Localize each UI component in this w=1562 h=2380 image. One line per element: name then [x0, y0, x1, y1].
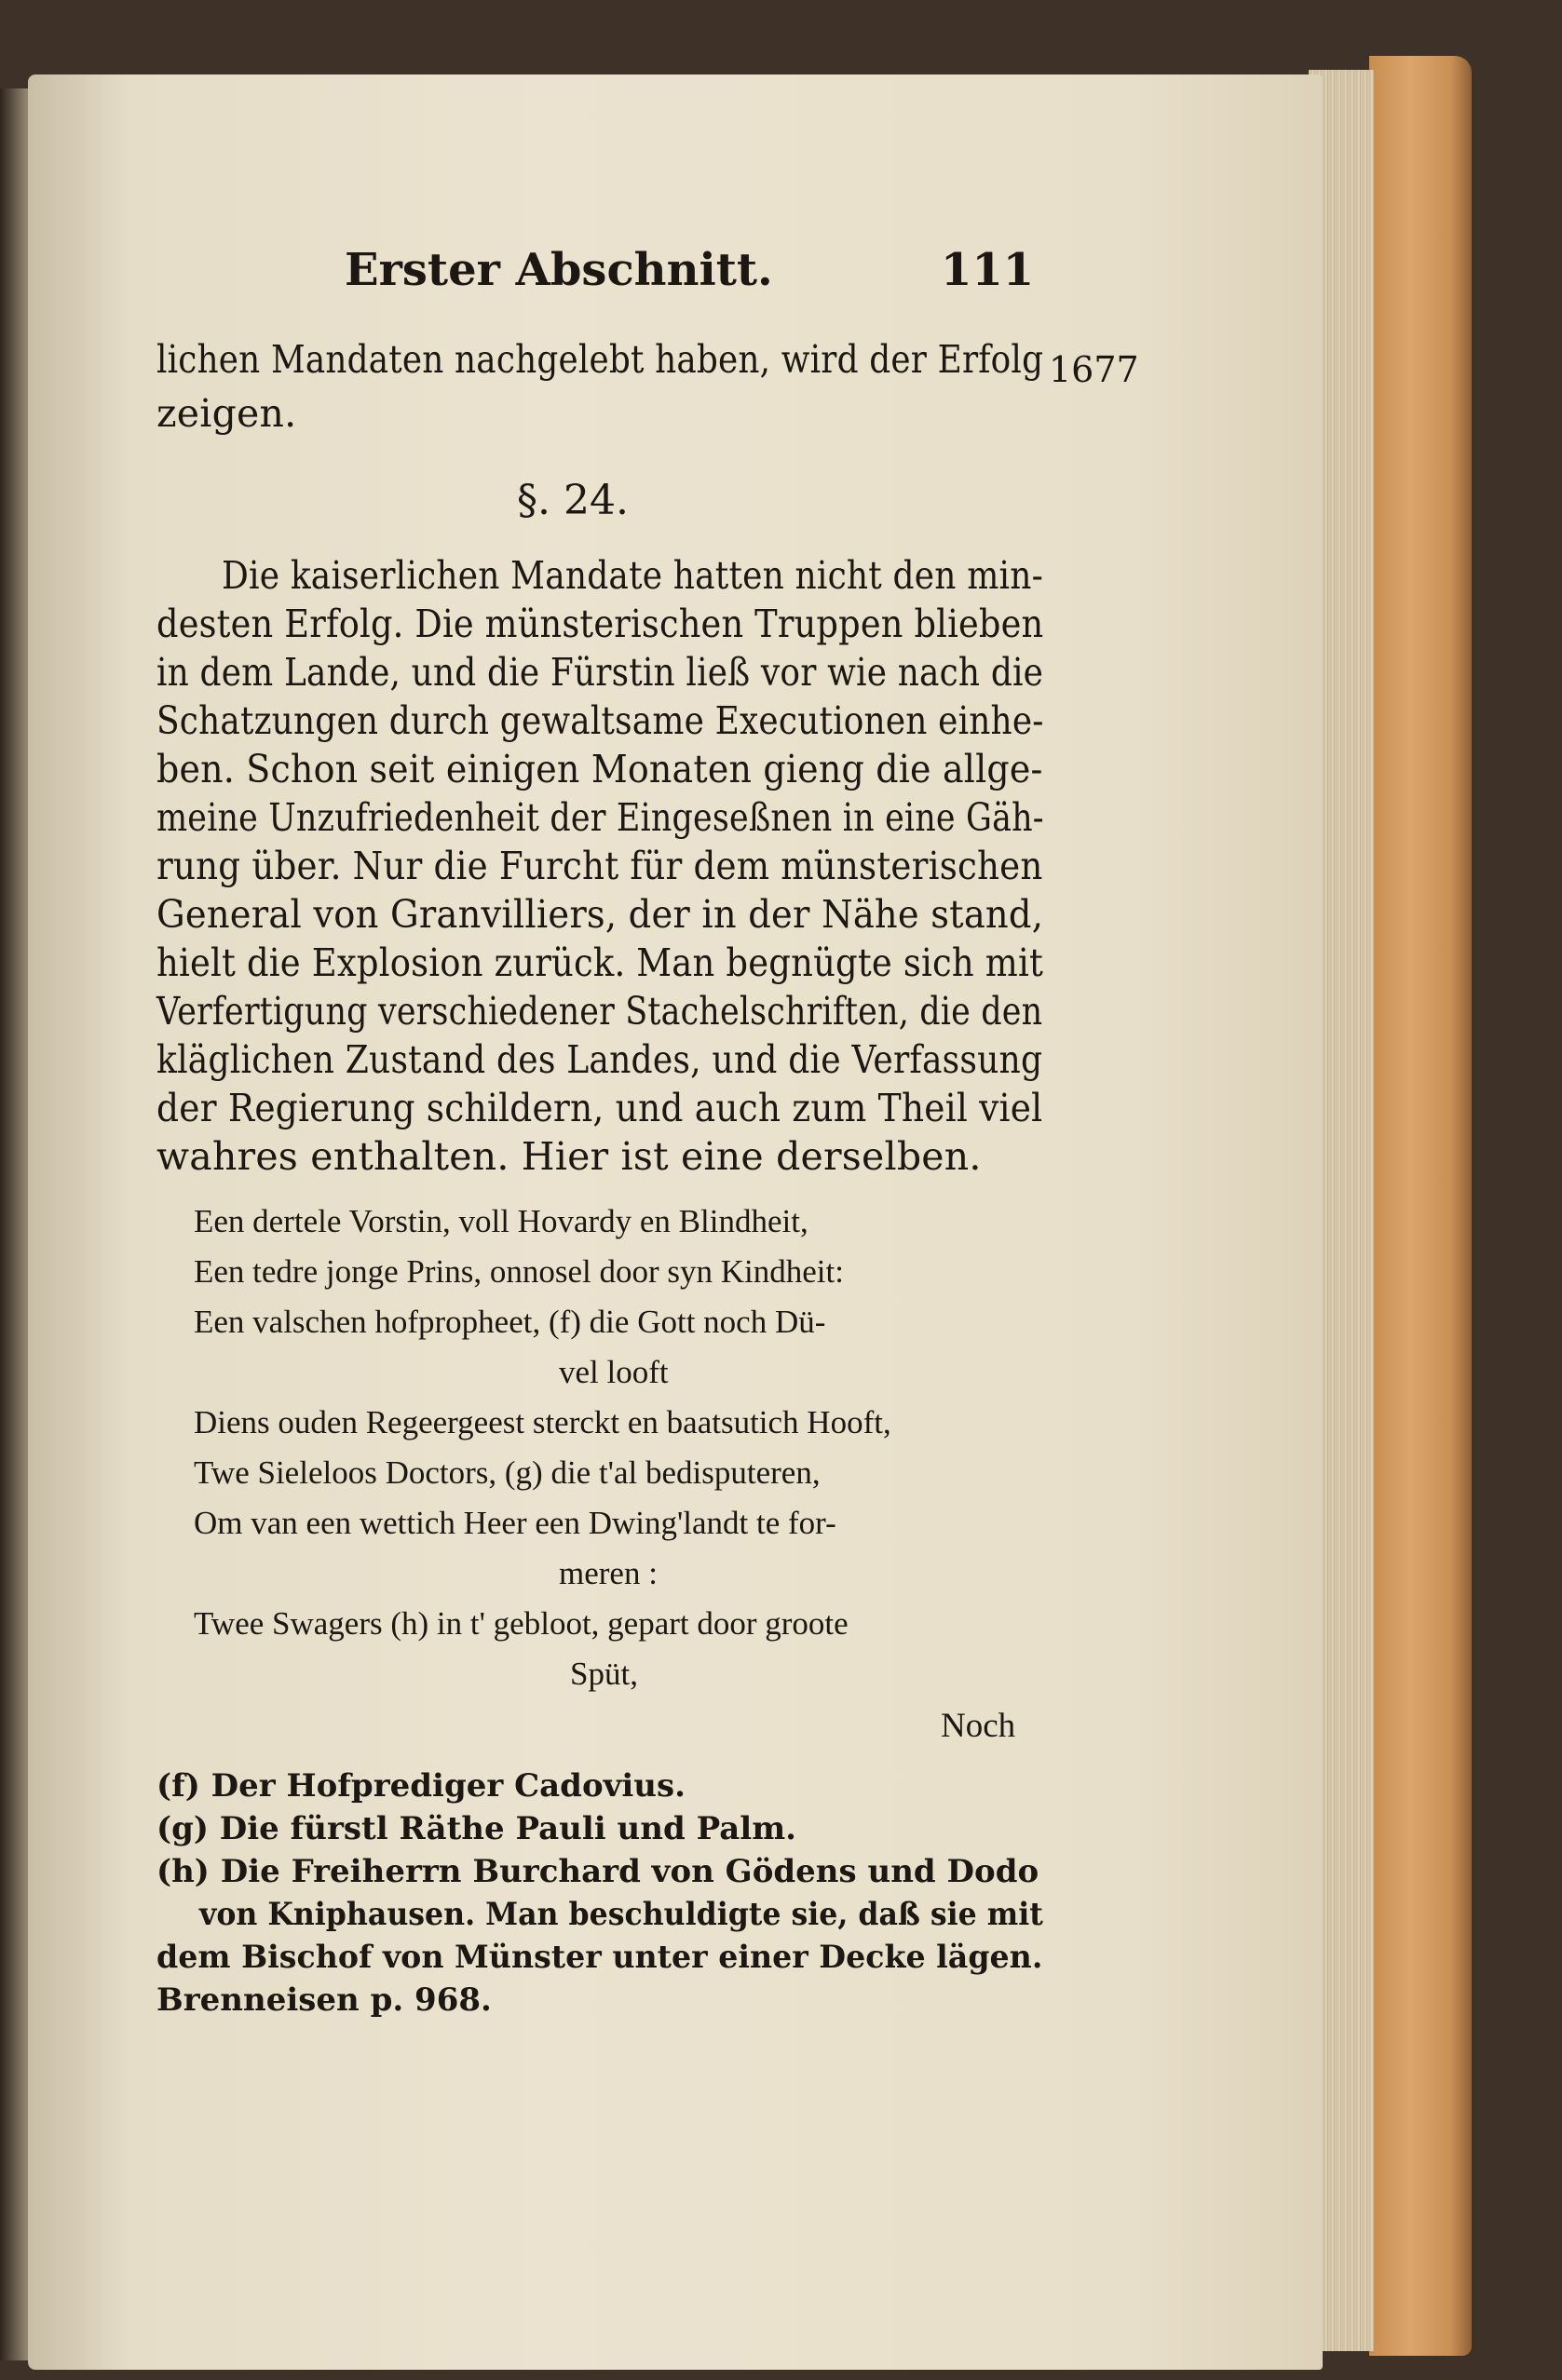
paragraph-line: meine Unzufriedenheit der Eingeseßnen in eine Gäh- — [156, 795, 1044, 840]
paragraph-line: Schatzungen durch gewaltsame Executionen einhe- — [156, 698, 1044, 743]
section-heading: §. 24. — [517, 477, 629, 524]
poem-line: Om van een wettich Heer een Dwing'landt te for- — [194, 1505, 836, 1541]
margin-year: 1677 — [1049, 349, 1139, 390]
poem-line: Een valschen hofpropheet, (f) die Gott noch Dü- — [194, 1304, 826, 1340]
paragraph-line: rung über. Nur die Furcht für dem münsterischen — [156, 844, 1043, 888]
footnote: (h) Die Freiherrn Burchard von Gödens und Dodo — [156, 1853, 1039, 1890]
paragraph-line: wahres enthalten. Hier ist eine derselben. — [156, 1134, 982, 1179]
poem-line: Een tedre jonge Prins, onnosel door syn Kindheit: — [194, 1253, 844, 1290]
footnote: (f) Der Hofprediger Cadovius. — [156, 1767, 686, 1805]
intro-line: zeigen. — [156, 391, 297, 436]
paragraph-line: in dem Lande, und die Fürstin ließ vor wie nach die — [156, 650, 1044, 695]
header-title: Erster Abschnitt. — [345, 244, 773, 296]
page-number: 111 — [941, 244, 1035, 296]
footnote-continuation: Brenneisen p. 968. — [156, 1981, 492, 2019]
paragraph-line: General von Granvilliers, der in der Nähe stand, — [156, 892, 1044, 937]
poem-line-continuation: vel looft — [559, 1354, 669, 1390]
footnote-continuation: von Kniphausen. Man beschuldigte sie, daß sie mit — [199, 1896, 1043, 1933]
catchword: Noch — [941, 1707, 1016, 1745]
poem-line: Twe Sieleloos Doctors, (g) die t'al bedisputeren, — [194, 1454, 821, 1491]
paragraph-line: hielt die Explosion zurück. Man begnügte sich mit — [156, 940, 1043, 985]
paragraph-line: desten Erfolg. Die münsterischen Truppen blieben — [156, 602, 1044, 646]
poem-line: Twee Swagers (h) in t' gebloot, gepart door groote — [194, 1605, 849, 1642]
poem-line: Diens ouden Regeergeest sterckt en baatsutich Hooft, — [194, 1404, 891, 1440]
paragraph-line: Die kaiserlichen Mandate hatten nicht den min- — [222, 553, 1043, 598]
intro-line: lichen Mandaten nachgelebt haben, wird der Erfolg — [156, 337, 1044, 382]
poem-line-continuation: Spüt, — [570, 1656, 638, 1692]
paragraph-line: der Regierung schildern, und auch zum Theil viel — [156, 1086, 1043, 1130]
poem-line: Een dertele Vorstin, voll Hovardy en Blindheit, — [194, 1203, 808, 1239]
poem-line-continuation: meren : — [559, 1555, 658, 1591]
footnote: (g) Die fürstl Räthe Pauli und Palm. — [156, 1810, 797, 1847]
footnote-continuation: dem Bischof von Münster unter einer Decke lägen. — [156, 1939, 1043, 1976]
paragraph-line: ben. Schon seit einigen Monaten gieng die allge- — [156, 747, 1043, 791]
paragraph-line: Verfertigung verschiedener Stachelschriften, die den — [156, 989, 1043, 1034]
paragraph-line: kläglichen Zustand des Landes, und die Verfassung — [156, 1037, 1043, 1082]
